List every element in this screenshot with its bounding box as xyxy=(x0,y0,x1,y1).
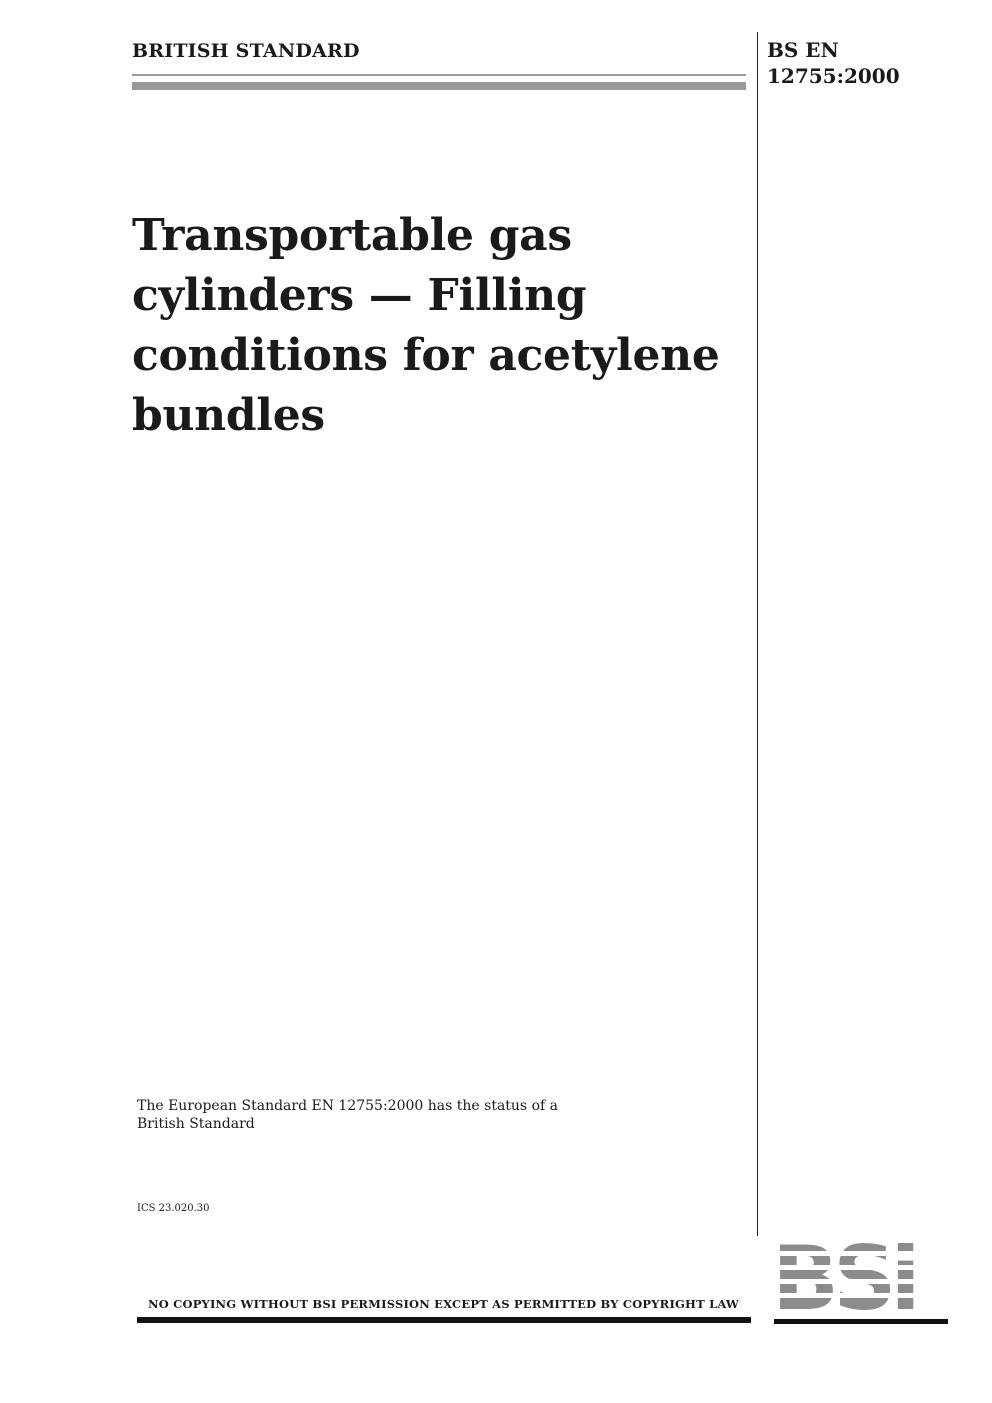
bsi-logo xyxy=(772,1243,950,1325)
title-line-1: Transportable gas xyxy=(132,210,572,261)
title-line-3: conditions for acetylene xyxy=(132,330,720,381)
document-number xyxy=(767,37,900,89)
ics-code: ICS 23.020.30 xyxy=(137,1203,210,1214)
title-line-2: cylinders — Filling xyxy=(132,270,587,321)
document-number-line-2: 12755:2000 xyxy=(767,64,900,88)
status-statement xyxy=(137,1097,558,1133)
title-line-4: bundles xyxy=(132,390,325,441)
copyright-notice: NO COPYING WITHOUT BSI PERMISSION EXCEPT AS PERMITTED BY COPYRIGHT LAW xyxy=(148,1297,740,1311)
document-title xyxy=(132,206,742,446)
vertical-divider xyxy=(757,32,758,1236)
standard-type-label: BRITISH STANDARD xyxy=(132,40,360,62)
status-line-1: The European Standard EN 12755:2000 has the status of a xyxy=(137,1098,558,1114)
header-rule-thin xyxy=(132,74,746,76)
footer-rule xyxy=(137,1317,751,1323)
header-rule-thick xyxy=(132,82,746,90)
document-number-line-1: BS EN xyxy=(767,38,839,62)
status-line-2: British Standard xyxy=(137,1116,255,1132)
